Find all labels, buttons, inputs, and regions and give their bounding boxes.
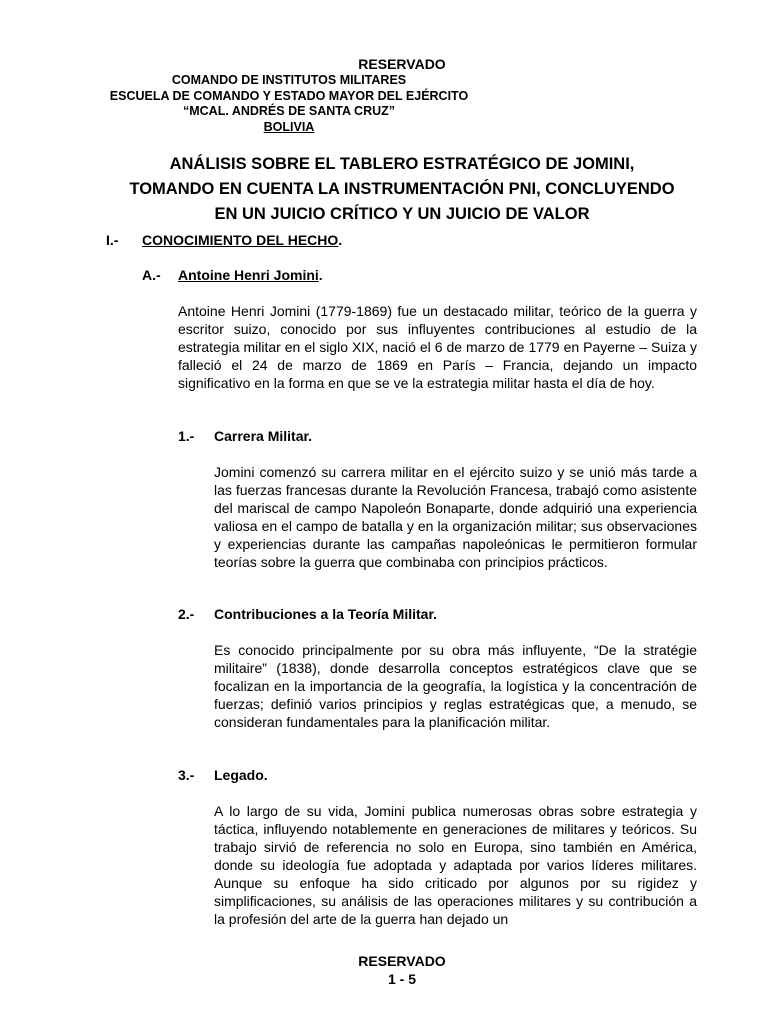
institution-line: “MCAL. ANDRÉS DE SANTA CRUZ” <box>182 104 396 118</box>
title-line: TOMANDO EN CUENTA LA INSTRUMENTACIÓN PNI, CONCLUYENDO <box>129 180 675 198</box>
item-heading <box>178 767 268 783</box>
header-classification: RESERVADO <box>358 56 446 72</box>
institution-line: COMANDO DE INSTITUTOS MILITARES <box>171 73 407 87</box>
item-heading <box>178 606 437 622</box>
paragraph-jomini: Antoine Henri Jomini (1779-1869) fue un destacado militar, teórico de la guerra y escritor suizo, conocido por sus influyentes contribuciones al estudio de la estrategia militar en el siglo XIX, nació el 6 de marzo de 1779 en Payerne – Suiza y falleció el 24 de marzo de 1869 en París – Francia, dejando un impacto significativo en la forma en que se ve la estrategia militar hasta el día de hoy. <box>178 303 697 391</box>
subsection-number: A.- <box>142 267 161 283</box>
title-line: EN UN JUICIO CRÍTICO Y UN JUICIO DE VALOR <box>214 205 590 223</box>
footer-classification: RESERVADO <box>358 953 446 969</box>
subsection-heading <box>142 267 323 283</box>
document-title <box>100 152 704 227</box>
item-number: 1.- <box>178 428 195 444</box>
item-number: 2.- <box>178 606 195 622</box>
item-heading <box>178 428 312 444</box>
item-title: Contribuciones a la Teoría Militar. <box>214 606 438 622</box>
page-number: 1 - 5 <box>387 971 416 987</box>
section-title: CONOCIMIENTO DEL HECHO <box>142 232 339 248</box>
paragraph-carrera: Jomini comenzó su carrera militar en el ejército suizo y se unió más tarde a las fuerzas francesas durante la Revolución Francesa, trabajó como asistente del mariscal de campo Napoleón Bonaparte, donde adquirió una experiencia valiosa en el campo de batalla y en la organización militar; sus observaciones y experiencias durante las campañas napoleónicas le permitieron formular teorías sobre la guerra que combinaba con principios prácticos. <box>214 464 697 570</box>
item-title: Legado. <box>214 767 268 783</box>
section-number: I.- <box>106 232 119 248</box>
title-line: ANÁLISIS SOBRE EL TABLERO ESTRATÉGICO DE JOMINI, <box>169 155 635 173</box>
subsection-title: Antoine Henri Jomini <box>178 267 319 283</box>
institution-block <box>104 73 474 135</box>
section-title-tail: . <box>338 232 343 248</box>
page-footer <box>0 952 768 988</box>
item-number: 3.- <box>178 767 195 783</box>
institution-line: ESCUELA DE COMANDO Y ESTADO MAYOR DEL EJÉRCITO <box>109 88 469 103</box>
paragraph-contribuciones: Es conocido principalmente por su obra más influyente, “De la stratégie militaire” (1838), donde desarrolla conceptos estratégicos clave que se focalizan en la importancia de la geografía, la logística y la concentración de fuerzas; definió varios principios y reglas estratégicas que, a menudo, se consideran fundamentales para la planificación militar. <box>214 642 697 730</box>
section-heading <box>106 232 342 248</box>
item-title: Carrera Militar. <box>214 428 313 444</box>
subsection-title-tail: . <box>318 267 323 283</box>
institution-country: BOLIVIA <box>263 119 315 134</box>
paragraph-legado: A lo largo de su vida, Jomini publica numerosas obras sobre estrategia y táctica, influyendo notablemente en generaciones de militares y teóricos. Su trabajo sirvió de referencia no solo en Europa, sino también en América, donde su ideología fue adoptada y adaptada por varios líderes militares. Aunque su enfoque ha sido criticado por algunos por su rigidez y simplificaciones, su análisis de las operaciones militares y su contribución a la profesión del arte de la guerra han dejado un <box>214 803 697 927</box>
